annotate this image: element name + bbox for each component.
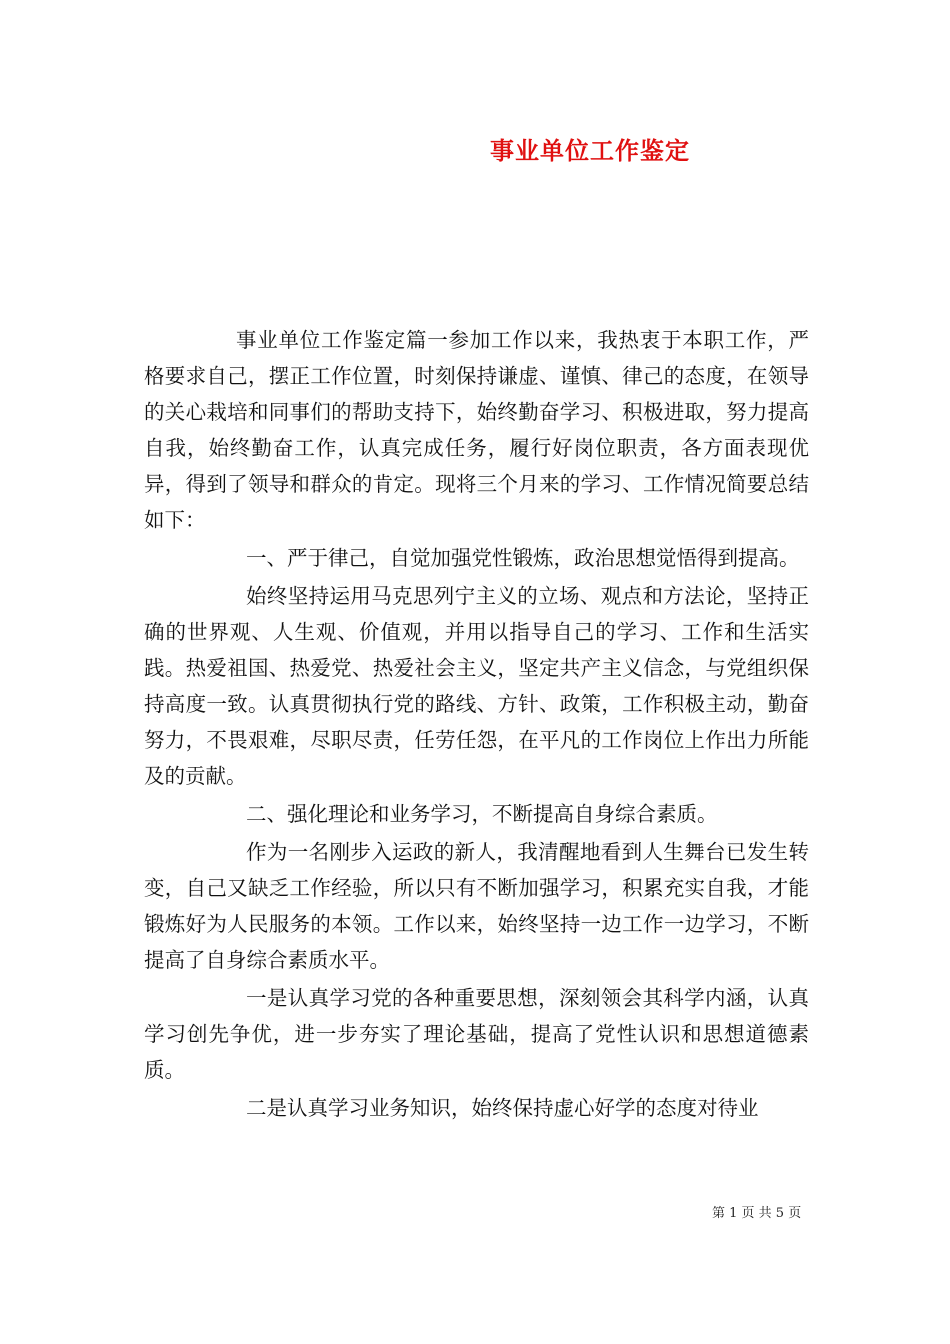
paragraph-section-1: 始终坚持运用马克思列宁主义的立场、观点和方法论，坚持正确的世界观、人生观、价值观，并用以指导自己的学习、工作和生活实践。热爱祖国、热爱党、热爱社会主义，坚定共产主义信念，与党组织保持高度一致。认真贯彻执行党的路线、方针、政策，工作积极主动，勤奋努力，不畏艰难，尽职尽责，任劳任怨，在平凡的工作岗位上作出力所能及的贡献。 (144, 584, 809, 788)
paragraph-heading-2: 二、强化理论和业务学习，不断提高自身综合素质。 (246, 802, 718, 826)
paragraph-section-2: 作为一名刚步入运政的新人，我清醒地看到人生舞台已发生转变，自己又缺乏工作经验，所以只有不断加强学习，积累充实自我，才能锻炼好为人民服务的本领。工作以来，始终坚持一边工作一边学习，不断提高了自身综合素质水平。 (144, 840, 809, 972)
document-body (144, 322, 809, 1128)
paragraph-intro: 事业单位工作鉴定篇一参加工作以来，我热衷于本职工作，严格要求自己，摆正工作位置，时刻保持谦虚、谨慎、律己的态度，在领导的关心栽培和同事们的帮助支持下，始终勤奋学习、积极进取，努力提高自我，始终勤奋工作，认真完成任务，履行好岗位职责，各方面表现优异，得到了领导和群众的肯定。现将三个月来的学习、工作情况简要总结如下： (144, 328, 809, 532)
paragraph-heading-1: 一、严于律己，自觉加强党性锻炼，政治思想觉悟得到提高。 (246, 546, 800, 570)
page-number-footer: 第 1 页 共 5 页 (712, 1206, 802, 1221)
paragraph-point-2: 二是认真学习业务知识，始终保持虚心好学的态度对待业 (246, 1096, 759, 1120)
document-title: 事业单位工作鉴定 (490, 136, 690, 165)
paragraph-point-1: 一是认真学习党的各种重要思想，深刻领会其科学内涵，认真学习创先争优，进一步夯实了理论基础，提高了党性认识和思想道德素质。 (144, 986, 809, 1082)
